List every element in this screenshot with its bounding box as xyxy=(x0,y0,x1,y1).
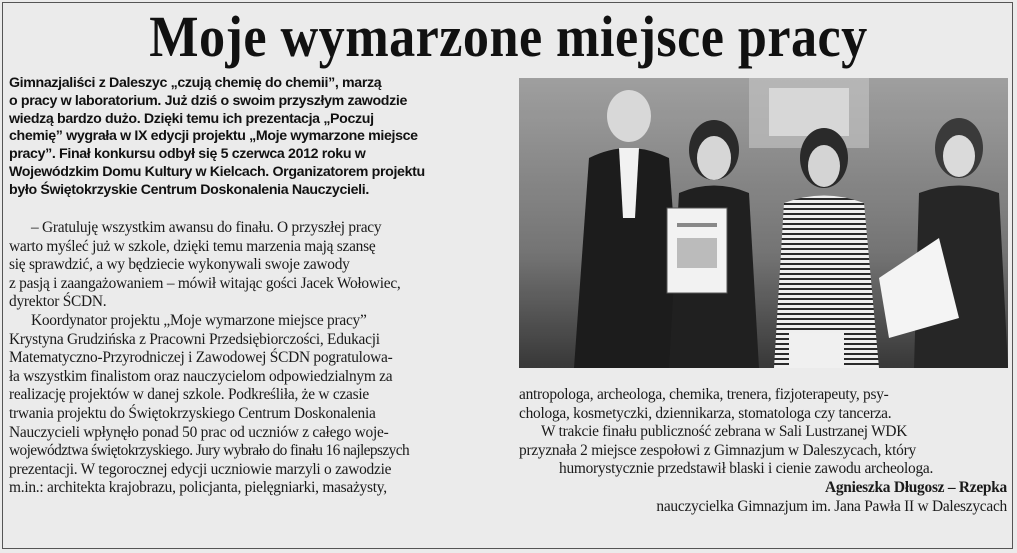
body-line: Krystyna Grudzińska z Pracowni Przedsiębiorczości, Edukacji xyxy=(9,330,380,348)
author-name: Agnieszka Długosz – Rzepka xyxy=(824,478,1007,496)
body-line: przyznała 2 miejsce zespołowi z Gimnazjum w Daleszycach, który xyxy=(519,441,916,459)
headline: Moje wymarzone miejsce pracy xyxy=(149,4,868,69)
lead-line: chemię” wygrała w IX edycji projektu „Moje wymarzone miejsce xyxy=(9,128,418,145)
lead-line: było Świętokrzyskie Centrum Doskonalenia Nauczycieli. xyxy=(9,181,369,198)
author-role: nauczycielka Gimnazjum im. Jana Pawła II w Daleszycach xyxy=(656,497,1007,515)
body-line: ła wszystkim finalistom oraz nauczycielom odpowiedzialnym za xyxy=(9,367,393,385)
lead-line: wiedzą bardzo dużo. Dzięki temu ich prezentacja „Poczuj xyxy=(9,110,374,127)
lead-line: o pracy w laboratorium. Już dziś o swoim przyszłym zawodzie xyxy=(9,92,407,109)
body-line: Matematyczno-Przyrodniczej i Zawodowej ŚCDN pogratulowa- xyxy=(9,349,393,367)
body-column-left xyxy=(9,219,507,498)
body-line: m.in.: architekta krajobrazu, policjanta, pielęgniarki, masażysty, xyxy=(9,479,387,497)
body-line: województwa świętokrzyskiego. Jury wybrało do finału 16 najlepszych xyxy=(9,442,410,460)
body-line: – Gratuluję wszystkim awansu do finału. O przyszłej pracy xyxy=(31,219,382,236)
body-line: Koordynator projektu „Moje wymarzone miejsce pracy” xyxy=(31,311,367,329)
body-line: W trakcie finału publiczność zebrana w Sali Lustrzanej WDK xyxy=(541,423,908,441)
body-line: humorystycznie przedstawił blaski i cienie zawodu archeologa. xyxy=(559,460,934,478)
finalists-photo xyxy=(519,78,1008,368)
photo-illustration xyxy=(519,78,1008,368)
body-line: antropologa, archeologa, chemika, trenera, fizjoterapeuty, psy- xyxy=(519,386,889,403)
body-line: trwania projektu do Świętokrzyskiego Centrum Doskonalenia xyxy=(9,404,376,422)
body-line: dyrektor ŚCDN. xyxy=(9,293,107,311)
body-line: realizację projektów w danej szkole. Podkreśliła, że w czasie xyxy=(9,386,369,404)
lead-line: Gimnazjaliści z Daleszyc „czują chemię do chemii”, marzą xyxy=(9,75,382,91)
lead-paragraph xyxy=(9,75,509,200)
lead-line: pracy”. Finał konkursu odbył się 5 czerwca 2012 roku w xyxy=(9,146,366,163)
body-line: się sprawdzić, a wy będziecie wykonywali swoje zawody xyxy=(9,256,350,274)
body-line: z pasją i zaangażowaniem – mówił witając gości Jacek Wołowiec, xyxy=(9,274,401,292)
body-line: Nauczycieli wpłynęło ponad 50 prac od uczniów z całego woje- xyxy=(9,423,389,441)
body-line: prezentacji. W tegorocznej edycji uczniowie marzyli o zawodzie xyxy=(9,460,392,478)
body-column-right xyxy=(519,386,1007,516)
body-line: warto myśleć już w szkole, dzięki temu marzenia mają szansę xyxy=(9,237,376,255)
body-line: chologa, kosmetyczki, dziennikarza, stomatologa czy tancerza. xyxy=(519,404,892,422)
lead-line: Wojewódzkim Domu Kultury w Kielcach. Organizatorem projektu xyxy=(9,163,425,180)
